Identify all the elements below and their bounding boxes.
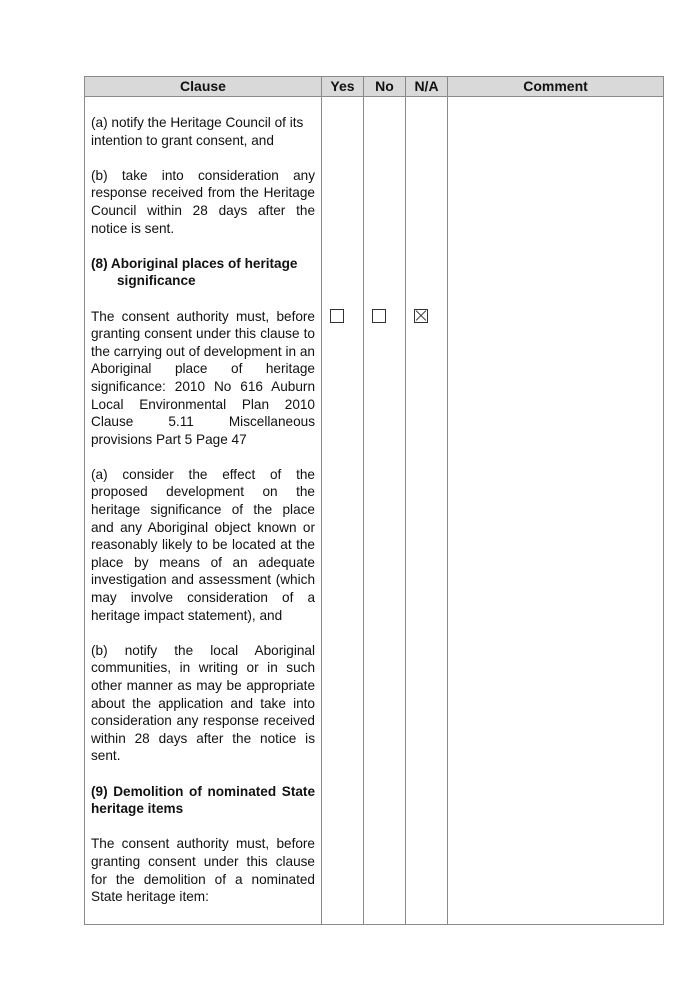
yes-checkbox[interactable] xyxy=(330,309,344,323)
na-cell xyxy=(406,97,448,925)
header-yes: Yes xyxy=(322,77,364,97)
yes-cell xyxy=(322,97,364,925)
no-checkbox[interactable] xyxy=(372,309,386,323)
table-row xyxy=(85,97,664,925)
header-row xyxy=(85,77,664,97)
comment-cell[interactable] xyxy=(448,97,664,925)
header-comment: Comment xyxy=(448,77,664,97)
section-heading-9: (9) Demolition of nominated State heritage items xyxy=(91,783,315,817)
section-heading-8 xyxy=(91,255,315,290)
clause-paragraph: (a) consider the effect of the proposed development on the heritage significance of the place and any Aboriginal object known or reasonably likely to be located at the place by means of an adequate investigation and assessment (which may involve consideration of a heritage impact statement), and xyxy=(91,466,315,623)
section-heading-8-line2: significance xyxy=(117,273,196,289)
clause-paragraph: (b) take into consideration any response received from the Heritage Council within 28 days after the notice is sent. xyxy=(91,167,315,236)
header-clause: Clause xyxy=(85,77,322,97)
clause-paragraph: The consent authority must, before granting consent under this clause for the demolition of a nominated State heritage item: xyxy=(91,836,315,905)
na-checkbox[interactable] xyxy=(414,309,428,323)
section-heading-8-line1: (8) Aboriginal places of heritage xyxy=(91,255,298,271)
clause-paragraph: (a) notify the Heritage Council of its intention to grant consent, and xyxy=(91,115,304,148)
no-cell xyxy=(364,97,406,925)
header-na: N/A xyxy=(406,77,448,97)
header-no: No xyxy=(364,77,406,97)
compliance-table xyxy=(84,76,664,925)
clause-paragraph: (b) notify the local Aboriginal communities, in writing or in such other manner as may be appropriate about the application and take into consideration any response received within 28 days after the notice is sent. xyxy=(91,642,315,764)
clause-cell xyxy=(85,97,322,925)
clause-paragraph: The consent authority must, before granting consent under this clause to the carrying out of development in an Aboriginal place of heritage significance: 2010 No 616 Auburn Local Environmental Plan 2010 Clause 5.11 Miscellaneous provisions Part 5 Page 47 xyxy=(91,308,315,447)
